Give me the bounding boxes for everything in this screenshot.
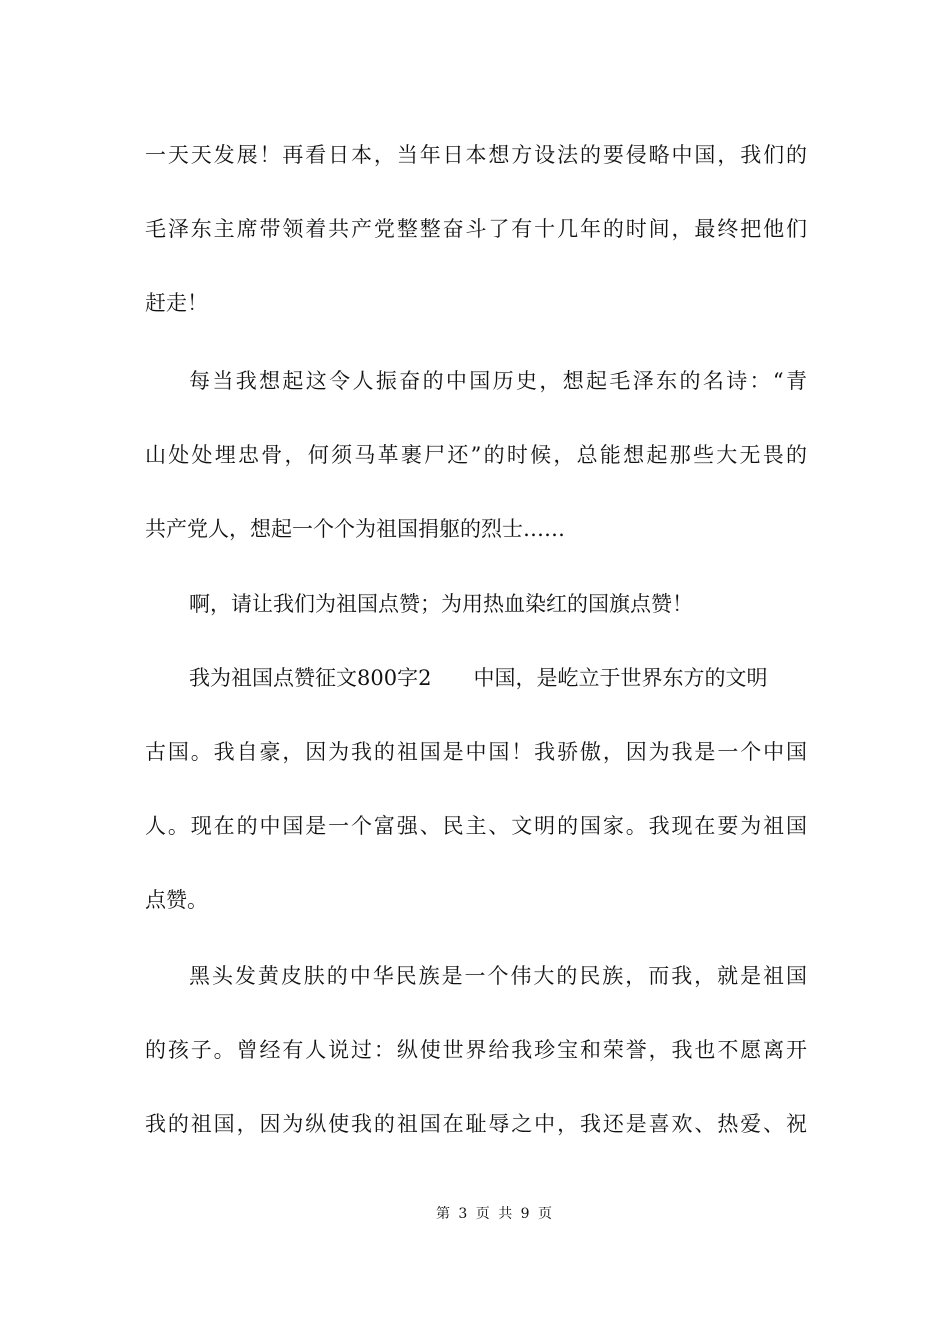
paragraph-line-6: 共产党人，想起一个个为祖国捐躯的烈士…… bbox=[145, 517, 565, 541]
paragraph-line-11: 点赞。 bbox=[145, 888, 208, 912]
paragraph-line-14: 我的祖国，因为纵使我的祖国在耻辱之中，我还是喜欢、热爱、祝 bbox=[145, 1112, 807, 1136]
paragraph-line-4: 每当我想起这令人振奋的中国历史，想起毛泽东的名诗：“青 bbox=[189, 369, 807, 393]
paragraph-line-1: 一天天发展！再看日本，当年日本想方设法的要侵略中国，我们的 bbox=[145, 143, 807, 167]
paragraph-line-5: 山处处埋忠骨，何须马革裹尸还”的时候，总能想起那些大无畏的 bbox=[145, 443, 807, 467]
essay-title: 我为祖国点赞征文800字2 bbox=[189, 666, 432, 690]
paragraph-line-10: 人。现在的中国是一个富强、民主、文明的国家。我现在要为祖国 bbox=[145, 814, 807, 838]
paragraph-line-8 bbox=[189, 664, 807, 692]
page-footer: 第 3 页 共 9 页 bbox=[435, 1206, 555, 1222]
paragraph-line-2: 毛泽东主席带领着共产党整整奋斗了有十几年的时间，最终把他们 bbox=[145, 217, 807, 241]
paragraph-line-13: 的孩子。曾经有人说过：纵使世界给我珍宝和荣誉，我也不愿离开 bbox=[145, 1038, 807, 1062]
paragraph-line-9: 古国。我自豪，因为我的祖国是中国！我骄傲，因为我是一个中国 bbox=[145, 740, 807, 764]
essay-opening: 中国，是屹立于世界东方的文明 bbox=[473, 666, 768, 690]
paragraph-line-7: 啊，请让我们为祖国点赞；为用热血染红的国旗点赞！ bbox=[189, 592, 693, 616]
paragraph-line-12: 黑头发黄皮肤的中华民族是一个伟大的民族，而我，就是祖国 bbox=[189, 964, 807, 988]
paragraph-line-3: 赶走！ bbox=[145, 291, 208, 315]
